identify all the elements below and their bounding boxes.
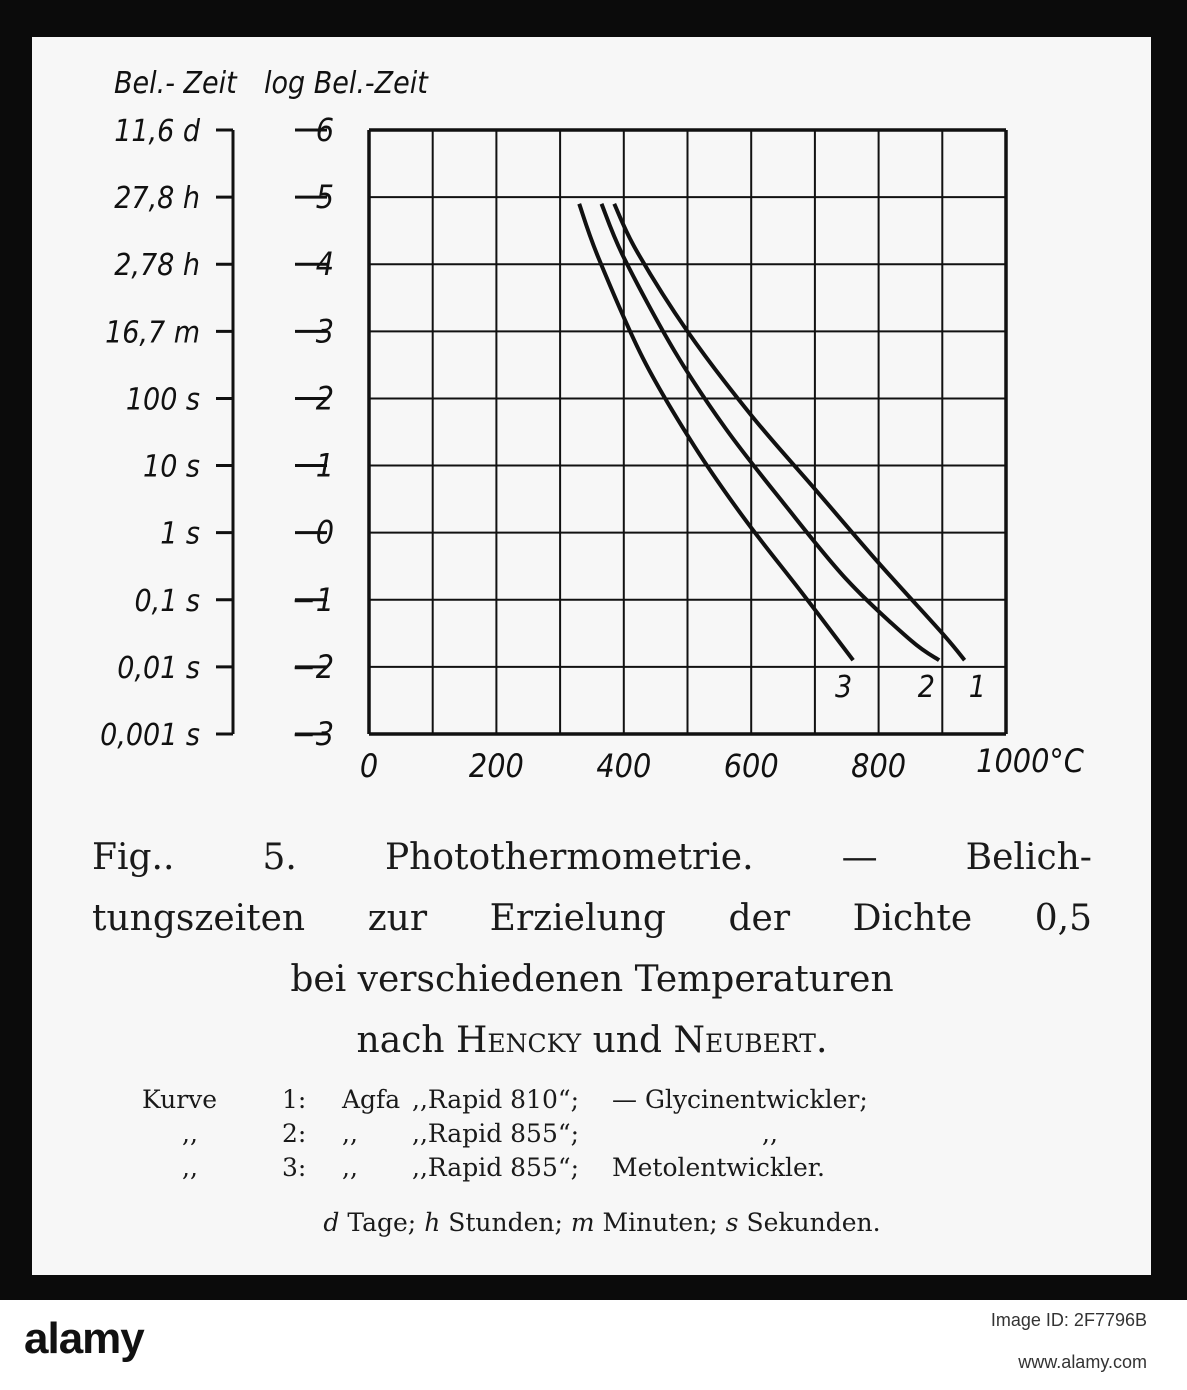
time-tick-label: 27,8 h [114, 181, 200, 217]
caption-line-3: bei verschiedenen Temperaturen [290, 959, 894, 1000]
x-tick-label: 0 [359, 747, 379, 785]
legend-row-2: ,, 2: ,, ,,Rapid 855“; ,, [182, 1119, 778, 1148]
curves [579, 204, 986, 705]
legend-row-1: Kurve 1: Agfa ,,Rapid 810“; — Glycinentwickler; [142, 1085, 868, 1114]
log-tick-label: −3 [291, 715, 334, 753]
right-axis-title: log Bel.-Zeit [264, 66, 428, 101]
stock-watermark-bar [0, 1300, 1187, 1390]
curve-3 [579, 204, 853, 660]
x-tick-label: 200 [468, 747, 524, 785]
x-tick-label: 800 [851, 747, 907, 785]
left-axis-title: Bel.- Zeit [114, 66, 237, 101]
x-tick-label: 400 [596, 747, 652, 785]
author-hencky: Hencky [456, 1020, 582, 1061]
time-tick-label: 10 s [143, 449, 200, 485]
curve-1 [614, 204, 964, 660]
time-tick-label: 16,7 m [105, 315, 200, 351]
log-tick-label: 1 [315, 446, 334, 485]
time-tick-label: 0,001 s [100, 718, 200, 753]
time-tick-label: 11,6 d [114, 114, 200, 149]
site-url: www.alamy.com [1018, 1352, 1147, 1372]
exposure-time-axis [216, 130, 327, 734]
log-tick-label: 0 [315, 513, 334, 552]
figure-caption [92, 827, 1092, 1071]
tick-labels [100, 111, 1085, 785]
legend-row-3: ,, 3: ,, ,,Rapid 855“; Metolentwickler. [182, 1153, 825, 1182]
caption-line-1: Fig.. 5. Photothermometrie. — Belich- [92, 837, 1092, 878]
author-neubert: Neubert [673, 1020, 816, 1061]
lantern-slide [32, 37, 1151, 1275]
curve-label-2: 2 [917, 670, 935, 706]
caption-line-4: nach Hencky und Neubert. [356, 1020, 828, 1061]
phototherm-chart [32, 37, 1151, 817]
caption-line-2: tungszeiten zur Erzielung der Dichte 0,5 [92, 898, 1092, 939]
log-tick-label: −2 [291, 647, 334, 686]
time-tick-label: 1 s [160, 516, 200, 552]
time-tick-label: 0,01 s [117, 650, 200, 686]
x-tick-label: 600 [723, 747, 779, 785]
log-tick-label: 5 [315, 178, 334, 217]
curve-label-1: 1 [968, 670, 986, 706]
log-tick-label: 6 [315, 111, 334, 149]
alamy-logo: alamy [24, 1314, 144, 1363]
time-tick-label: 100 s [125, 382, 200, 418]
x-unit-label: 1000°C [976, 742, 1084, 780]
log-tick-label: −1 [291, 580, 334, 619]
time-tick-label: 2,78 h [114, 248, 200, 284]
log-tick-label: 4 [315, 245, 334, 284]
curve-label-3: 3 [834, 670, 853, 706]
curve-legend [142, 1083, 1102, 1185]
image-id: Image ID: 2F7796B [990, 1310, 1147, 1330]
log-tick-label: 3 [315, 312, 334, 351]
curve-2 [602, 204, 940, 660]
log-tick-label: 2 [315, 379, 334, 418]
unit-legend: d Tage; h Stunden; m Minuten; s Sekunden. [323, 1208, 881, 1237]
time-tick-label: 0,1 s [134, 583, 200, 619]
